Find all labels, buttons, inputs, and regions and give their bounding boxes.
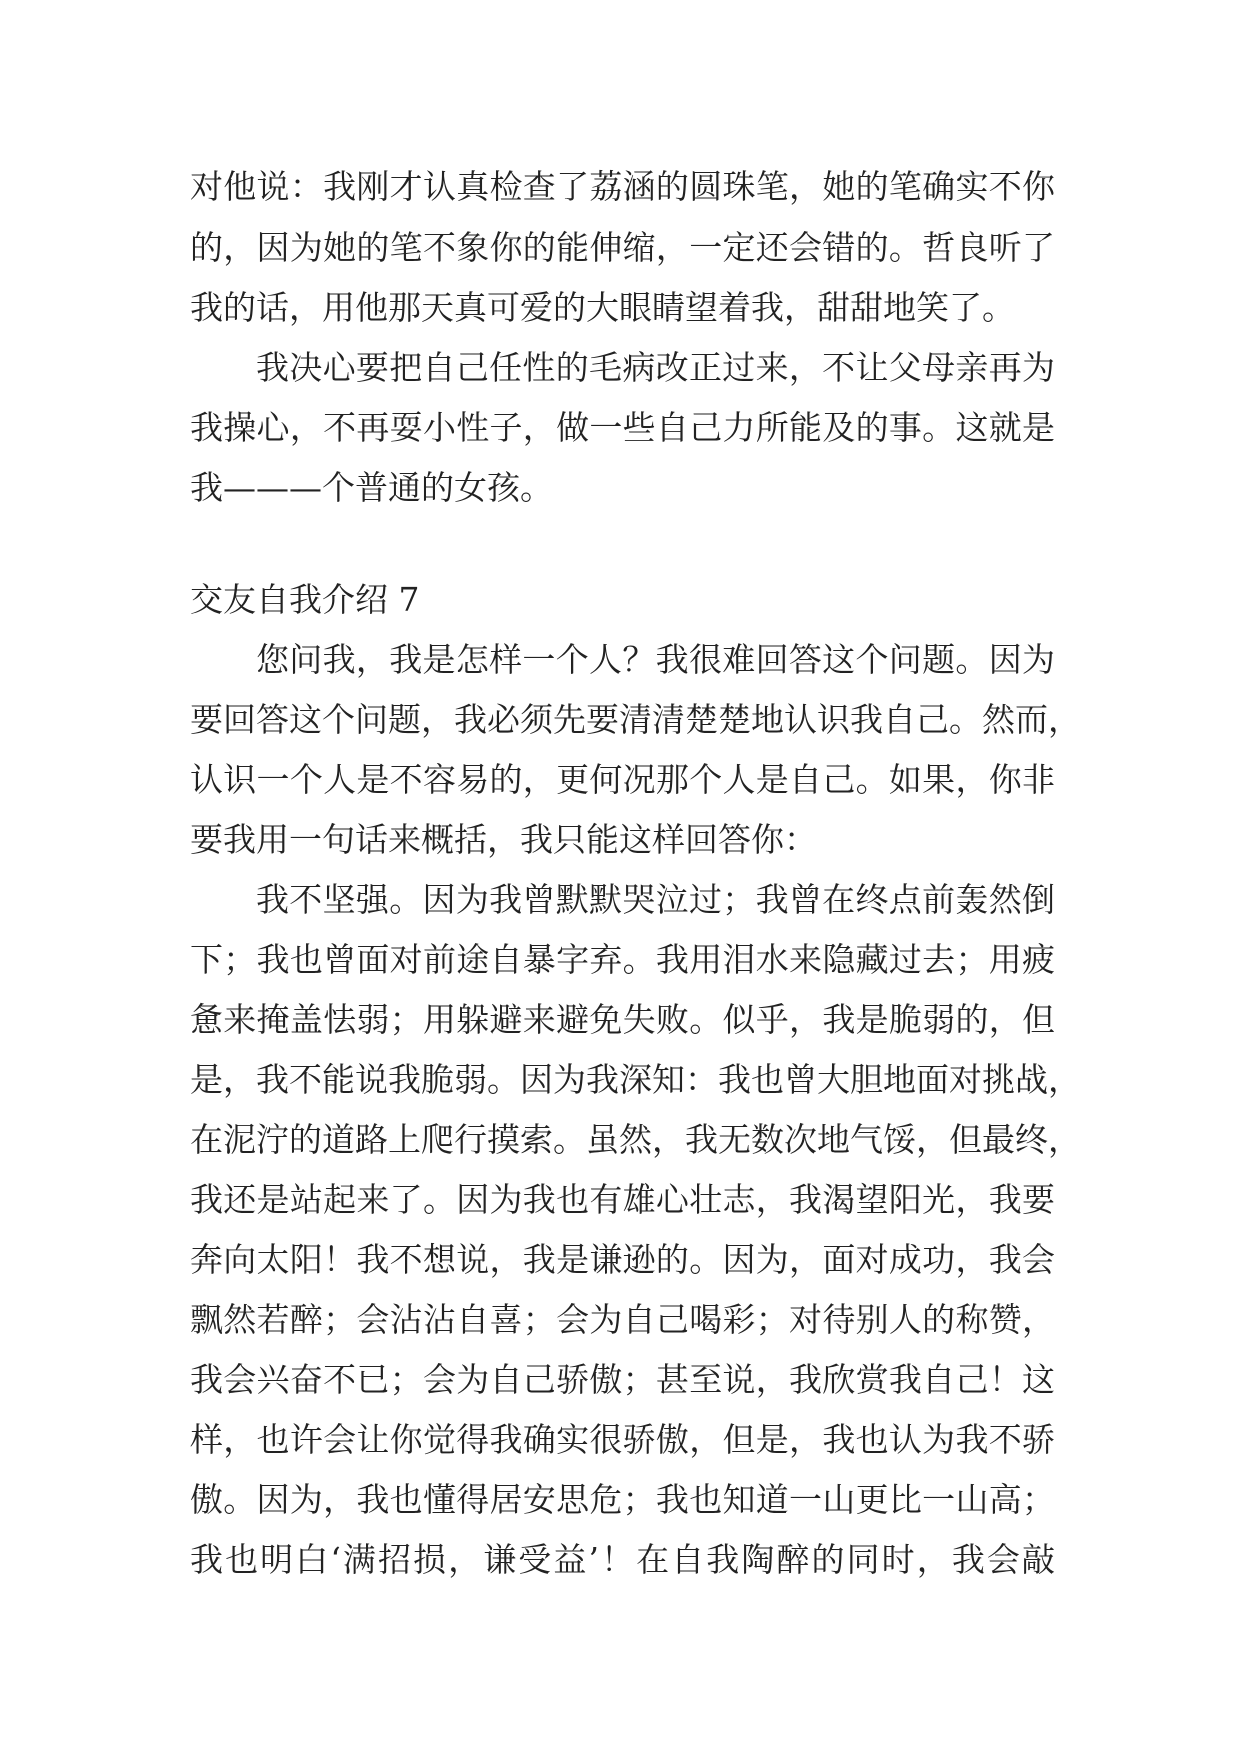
paragraph-4-line-5: 在泥泞的道路上爬行摸索。虽然，我无数次地气馁，但最终， <box>190 1120 1081 1159</box>
paragraph-2-line-2: 我操心，不再耍小性子，做一些自己力所能及的事。这就是 <box>190 408 1055 447</box>
paragraph-3-line-2: 要回答这个问题，我必须先要清清楚楚地认识我自己。然而， <box>190 700 1081 739</box>
paragraph-4-line-3: 惫来掩盖怯弱；用躲避来避免失败。似乎，我是脆弱的，但 <box>190 1000 1055 1039</box>
paragraph-1-line-2: 的，因为她的笔不象你的能伸缩，一定还会错的。哲良听了 <box>190 228 1055 267</box>
paragraph-4-line-11: 傲。因为，我也懂得居安思危；我也知道一山更比一山高； <box>190 1480 1055 1519</box>
paragraph-4-line-9: 我会兴奋不已；会为自己骄傲；甚至说，我欣赏我自己！这 <box>190 1360 1055 1399</box>
paragraph-4-line-6: 我还是站起来了。因为我也有雄心壮志，我渴望阳光，我要 <box>190 1180 1055 1219</box>
paragraph-1-line-3: 我的话，用他那天真可爱的大眼睛望着我，甜甜地笑了。 <box>190 288 1015 327</box>
paragraph-2-line-1: 我决心要把自己任性的毛病改正过来，不让父母亲再为 <box>256 348 1055 387</box>
paragraph-3-line-4: 要我用一句话来概括，我只能这样回答你： <box>190 820 817 859</box>
paragraph-3-line-1: 您问我，我是怎样一个人？我很难回答这个问题。因为 <box>256 640 1055 679</box>
paragraph-4-line-4: 是，我不能说我脆弱。因为我深知：我也曾大胆地面对挑战， <box>190 1060 1081 1099</box>
paragraph-4-line-8: 飘然若醉；会沾沾自喜；会为自己喝彩；对待别人的称赞， <box>190 1300 1055 1339</box>
paragraph-3-line-3: 认识一个人是不容易的，更何况那个人是自己。如果，你非 <box>190 760 1055 799</box>
paragraph-4-line-1: 我不坚强。因为我曾默默哭泣过；我曾在终点前轰然倒 <box>256 880 1055 919</box>
paragraph-4-line-12: 我也明白‘满招损，谦受益’！在自我陶醉的同时，我会敲 <box>190 1540 1055 1579</box>
section-heading: 交友自我介绍 7 <box>190 580 420 619</box>
paragraph-4-line-2: 下；我也曾面对前途自暴字弃。我用泪水来隐藏过去；用疲 <box>190 940 1055 979</box>
paragraph-4-line-7: 奔向太阳！我不想说，我是谦逊的。因为，面对成功，我会 <box>190 1240 1055 1279</box>
paragraph-4-line-10: 样，也许会让你觉得我确实很骄傲，但是，我也认为我不骄 <box>190 1420 1055 1459</box>
paragraph-1-line-1: 对他说：我刚才认真检查了荔涵的圆珠笔，她的笔确实不你 <box>190 167 1055 206</box>
paragraph-2-line-3: 我———个普通的女孩。 <box>190 468 553 507</box>
